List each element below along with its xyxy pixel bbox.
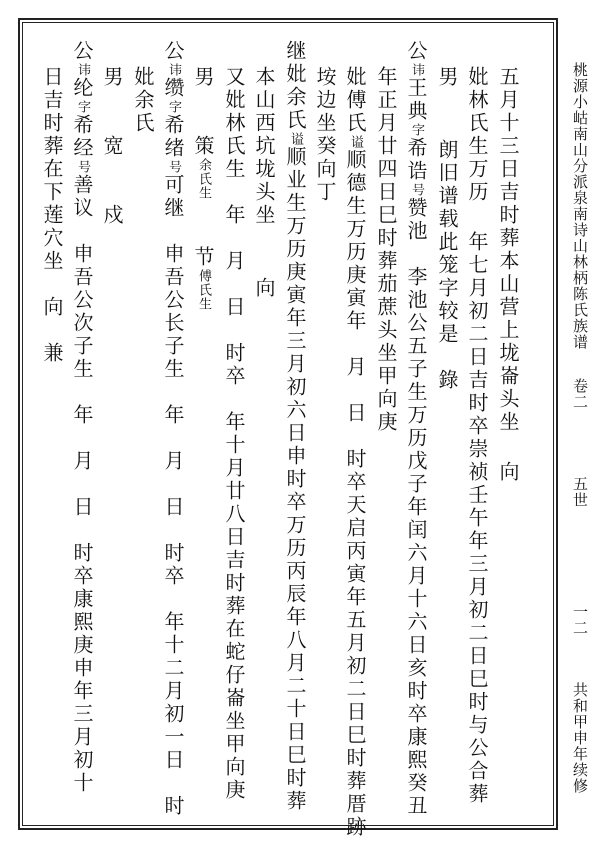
- text-column: [467, 66, 487, 806]
- annotation-text: 讳: [166, 63, 181, 77]
- column-text: 妣林氏生万历 年七月初二日吉时卒崇祯壬午年三月初二日巳时与公合葬: [465, 66, 489, 806]
- annotation-text: 讳: [75, 63, 90, 77]
- annotation-text: 字: [75, 100, 90, 114]
- text-column: [254, 66, 274, 300]
- column-text: 垵边坐癸向丁: [313, 66, 337, 204]
- annotation-text: 谥: [348, 135, 363, 149]
- column-text: 男 策: [191, 66, 215, 158]
- column-text: 希经: [70, 114, 94, 160]
- text-column: [224, 66, 244, 802]
- column-text: 本山西坑垅头坐 向: [252, 66, 276, 300]
- column-text: 节: [191, 200, 215, 269]
- column-text: 王典: [404, 77, 428, 123]
- column-text: 希诰: [404, 137, 428, 183]
- volume-label: 卷二: [571, 378, 589, 410]
- annotation-text: 傅氏生: [196, 269, 211, 311]
- text-column: [406, 40, 426, 818]
- column-text: 善议 申吾公次子生 年 月 日 时卒康熙庚申年三月初十: [70, 174, 94, 795]
- annotation-text: 讳: [409, 63, 424, 77]
- annotation-text: 余氏生: [196, 158, 211, 200]
- column-text: 公: [161, 40, 185, 63]
- column-text: 缵: [161, 77, 185, 100]
- column-text: 可继 申吾公长子生 年 月 日 时卒 年十二月初一日 时: [161, 174, 185, 818]
- column-text: 希绪: [161, 114, 185, 160]
- column-text: 年正月廿四日巳时葬茄蔗头坐甲向庚: [374, 66, 398, 434]
- annotation-text: 号: [409, 183, 424, 197]
- annotation-text: 号: [75, 160, 90, 174]
- column-text: 纶: [70, 77, 94, 100]
- edition-label: 共和甲申年续修: [571, 682, 589, 794]
- annotation-text: 号: [166, 160, 181, 174]
- column-text: 公: [404, 40, 428, 63]
- text-column: [498, 66, 518, 484]
- text-column: [163, 40, 183, 818]
- annotation-text: 字: [166, 100, 181, 114]
- column-text: 又妣林氏生 年 月 日 时卒 年十月廿八日吉时葬在蛇仔崙坐甲向庚: [222, 66, 246, 802]
- column-text: 顺德生万历庚寅年 月 日 时卒天启丙寅年五月初二日巳时葬厝跡: [343, 149, 367, 839]
- text-column: [42, 66, 62, 365]
- text-column: [376, 66, 396, 434]
- generation-label: 五世: [571, 476, 589, 508]
- text-column: [72, 40, 92, 795]
- column-text: 妣余氏: [131, 66, 155, 135]
- column-text: 赞池 李池公五子生万历戊子年闰六月十六日亥时卒康熙癸丑: [404, 197, 428, 818]
- column-text: 公: [70, 40, 94, 63]
- column-text: 妣傅氏: [343, 66, 367, 135]
- column-text: 五月十三日吉时葬本山营上垅崙头坐 向: [496, 66, 520, 484]
- text-column: [437, 66, 457, 392]
- page-number: 一二: [571, 604, 589, 636]
- column-text: 男 宽 戍: [100, 66, 124, 227]
- annotation-text: 谥: [288, 132, 303, 146]
- text-column: [102, 66, 122, 227]
- annotation-text: 字: [409, 123, 424, 137]
- column-text: 顺业生万历庚寅年三月初六日申时卒万历丙辰年八月二十日巳时葬: [283, 146, 307, 813]
- text-column: [133, 66, 153, 135]
- text-column: [345, 66, 365, 839]
- column-text: 日吉时葬在下莲穴坐 向 兼: [40, 66, 64, 365]
- text-column: [315, 66, 335, 204]
- text-column: [193, 66, 213, 311]
- text-column: [285, 40, 305, 813]
- column-text: 继妣余氏: [283, 40, 307, 132]
- column-text: 男 朗旧谱载此笼字较是 錄: [435, 66, 459, 392]
- book-title: 桃源小岵南山分派泉南诗山林柄陈氏族谱: [571, 62, 589, 350]
